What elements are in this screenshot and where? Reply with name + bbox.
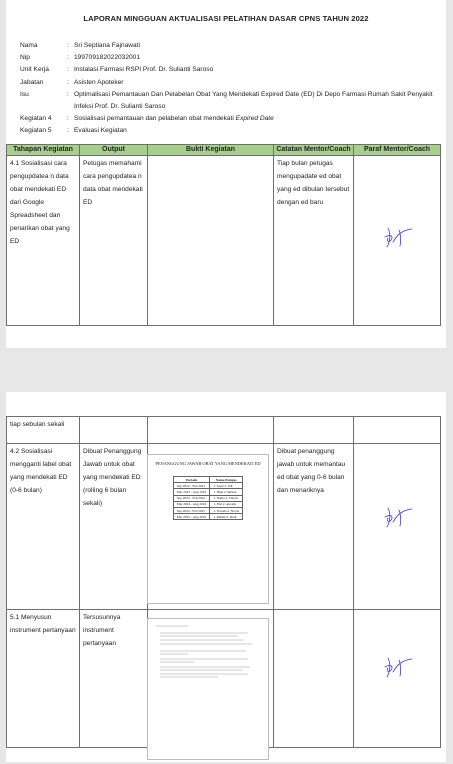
- cell-catatan: [274, 444, 354, 610]
- report-page-1: [6, 0, 446, 348]
- cell-text: tiap sebulan sekali: [10, 421, 65, 428]
- signature-icon: [382, 504, 416, 530]
- cell-text: Tersusunnya instrument pertanyaan: [83, 614, 121, 647]
- evidence-questionnaire-document: [147, 618, 269, 760]
- pj-periode: Sep 2024 - Feb 2025: [173, 507, 209, 513]
- identity-key: Isu: [20, 90, 29, 98]
- identity-value: [74, 113, 440, 125]
- identity-block: [20, 40, 440, 138]
- cell-catatan: [274, 417, 354, 444]
- cell-tahapan: [7, 156, 80, 326]
- pj-periode: Mar 2025 - Aug 2025: [173, 514, 209, 520]
- identity-value: 199709182022032001: [74, 54, 141, 62]
- header-output: Output: [80, 145, 148, 156]
- identity-key: Kegiatan 5: [20, 127, 52, 135]
- pj-header: Nama Petugas: [210, 477, 243, 483]
- cell-output: [80, 156, 148, 326]
- identity-row-nip: [20, 52, 440, 64]
- identity-value: Sri Septiana Fajriawati: [74, 42, 140, 49]
- identity-value-text: Sosialisasi pemantauan dan pelabelan obat mendekati: [74, 115, 234, 123]
- pj-petugas: 1. Rahmi 2. Rudi: [210, 514, 243, 520]
- header-tahapan: Tahapan Kegiatan: [7, 145, 80, 156]
- cell-text: 4.2 Sosialisasi mengganti label obat yang mendekati ED (0-6 bulan): [10, 448, 72, 494]
- cell-bukti: [148, 156, 274, 326]
- cell-bukti: [148, 417, 274, 444]
- pj-petugas: 1. Dina 2. Ikhsan: [210, 489, 243, 495]
- pj-periode: Mar 2024 - Aug 2024: [173, 501, 209, 507]
- identity-key: Unit Kerja: [20, 66, 49, 74]
- colon: :: [67, 54, 69, 62]
- cell-text: 4.1 Sosialisasi cara pengupdatea n data obat mendekati ED dari Google Spreadsheet dan penarikan obat yang ED: [10, 160, 70, 245]
- colon: :: [67, 127, 69, 135]
- colon: :: [67, 90, 69, 98]
- evidence-title: PENANGGUNG JAWAB OBAT YANG MENDEKATI ED: [155, 461, 261, 466]
- table-row: [7, 417, 441, 444]
- identity-key: Nip: [20, 54, 30, 62]
- questionnaire-text-lines: [148, 619, 268, 759]
- identity-value: Asisten Apoteker: [74, 78, 124, 86]
- cell-catatan: [274, 156, 354, 326]
- identity-row-kegiatan-5: [20, 125, 440, 137]
- identity-key: Kegiatan 4: [20, 115, 52, 123]
- cell-text: Dibuat Penanggung Jawab untuk obat yang mendekati ED (rolling 6 bulan sekali): [83, 448, 142, 507]
- table-header-row: [7, 145, 441, 156]
- pj-petugas: 1. Yonada 2. Novia: [210, 507, 243, 513]
- identity-value-italic: Expired Date: [235, 115, 274, 123]
- signature-icon: [382, 654, 416, 680]
- header-catatan: Catatan Mentor/Coach: [274, 145, 354, 156]
- identity-key: Jabatan: [20, 78, 44, 86]
- document-title: LAPORAN MINGGUAN AKTUALISASI PELATIHAN DASAR CPNS TAHUN 2022: [83, 14, 369, 23]
- cell-paraf: [354, 417, 441, 444]
- activity-table-page-1: [6, 144, 441, 326]
- pj-petugas: 1. Nadia 2. Tiarah: [210, 495, 243, 501]
- header-paraf: Paraf Mentor/Coach: [354, 145, 441, 156]
- report-page-2: [6, 392, 446, 762]
- pj-header: Periode: [173, 477, 209, 483]
- cell-text: Dibuat penanggung jawab untuk memantau ed obat yang 0-6 bulan dan menariknya: [277, 448, 346, 494]
- identity-row-jabatan: [20, 77, 440, 89]
- colon: :: [67, 42, 69, 49]
- identity-value: Instalasi Farmasi RSPI Prof. Dr. Sulianti Saroso: [74, 66, 214, 74]
- colon: :: [67, 115, 69, 123]
- identity-row-kegiatan-4: [20, 113, 440, 125]
- cell-text: 5.1 Menyusun instrument pertanyaan: [10, 614, 76, 634]
- identity-value: Optimalisasi Pemantauan Dan Pelabelan Obat Yang Mendekati Expired Date (ED) Di Depo Farmasi Rumah Sakit Penyakit Infeksi Prof. Dr. Sulianti Saroso: [74, 90, 433, 111]
- cell-text: Petugas memahami cara pengupdatea n data obat mendekati ED: [83, 160, 143, 206]
- signature-icon: [382, 224, 416, 250]
- colon: :: [67, 78, 69, 86]
- pj-petugas: 1. Elsi 2. Apotek: [210, 501, 243, 507]
- header-bukti: Bukti Kegiatan: [148, 145, 274, 156]
- cell-output: [80, 417, 148, 444]
- colon: :: [67, 66, 69, 74]
- identity-row-unit: [20, 64, 440, 76]
- cell-tahapan: [7, 444, 80, 610]
- identity-value: Evaluasi Kegiatan: [74, 127, 127, 135]
- pj-table: [173, 476, 243, 520]
- cell-tahapan: [7, 417, 80, 444]
- cell-catatan: [274, 610, 354, 748]
- pj-petugas: 1. Septi 2. Edi: [210, 483, 243, 489]
- identity-key: Nama: [20, 42, 38, 49]
- cell-text: Tiap bulan petugas mengupadate ed obat yang ed dibulan tersebut dengan ed baru: [277, 160, 350, 206]
- cell-output: [80, 444, 148, 610]
- pj-periode: Sep 2022 - Feb 2023: [173, 483, 209, 489]
- identity-row-isu: [20, 89, 440, 113]
- cell-tahapan: [7, 610, 80, 748]
- pj-periode: Mar 2023 - Aug 2023: [173, 489, 209, 495]
- pj-row: [173, 514, 242, 520]
- cell-output: [80, 610, 148, 748]
- table-row: [7, 156, 441, 326]
- pj-periode: Sep 2023 - Feb 2024: [173, 495, 209, 501]
- evidence-pj-document: [147, 454, 269, 604]
- identity-row-nama: [20, 40, 440, 52]
